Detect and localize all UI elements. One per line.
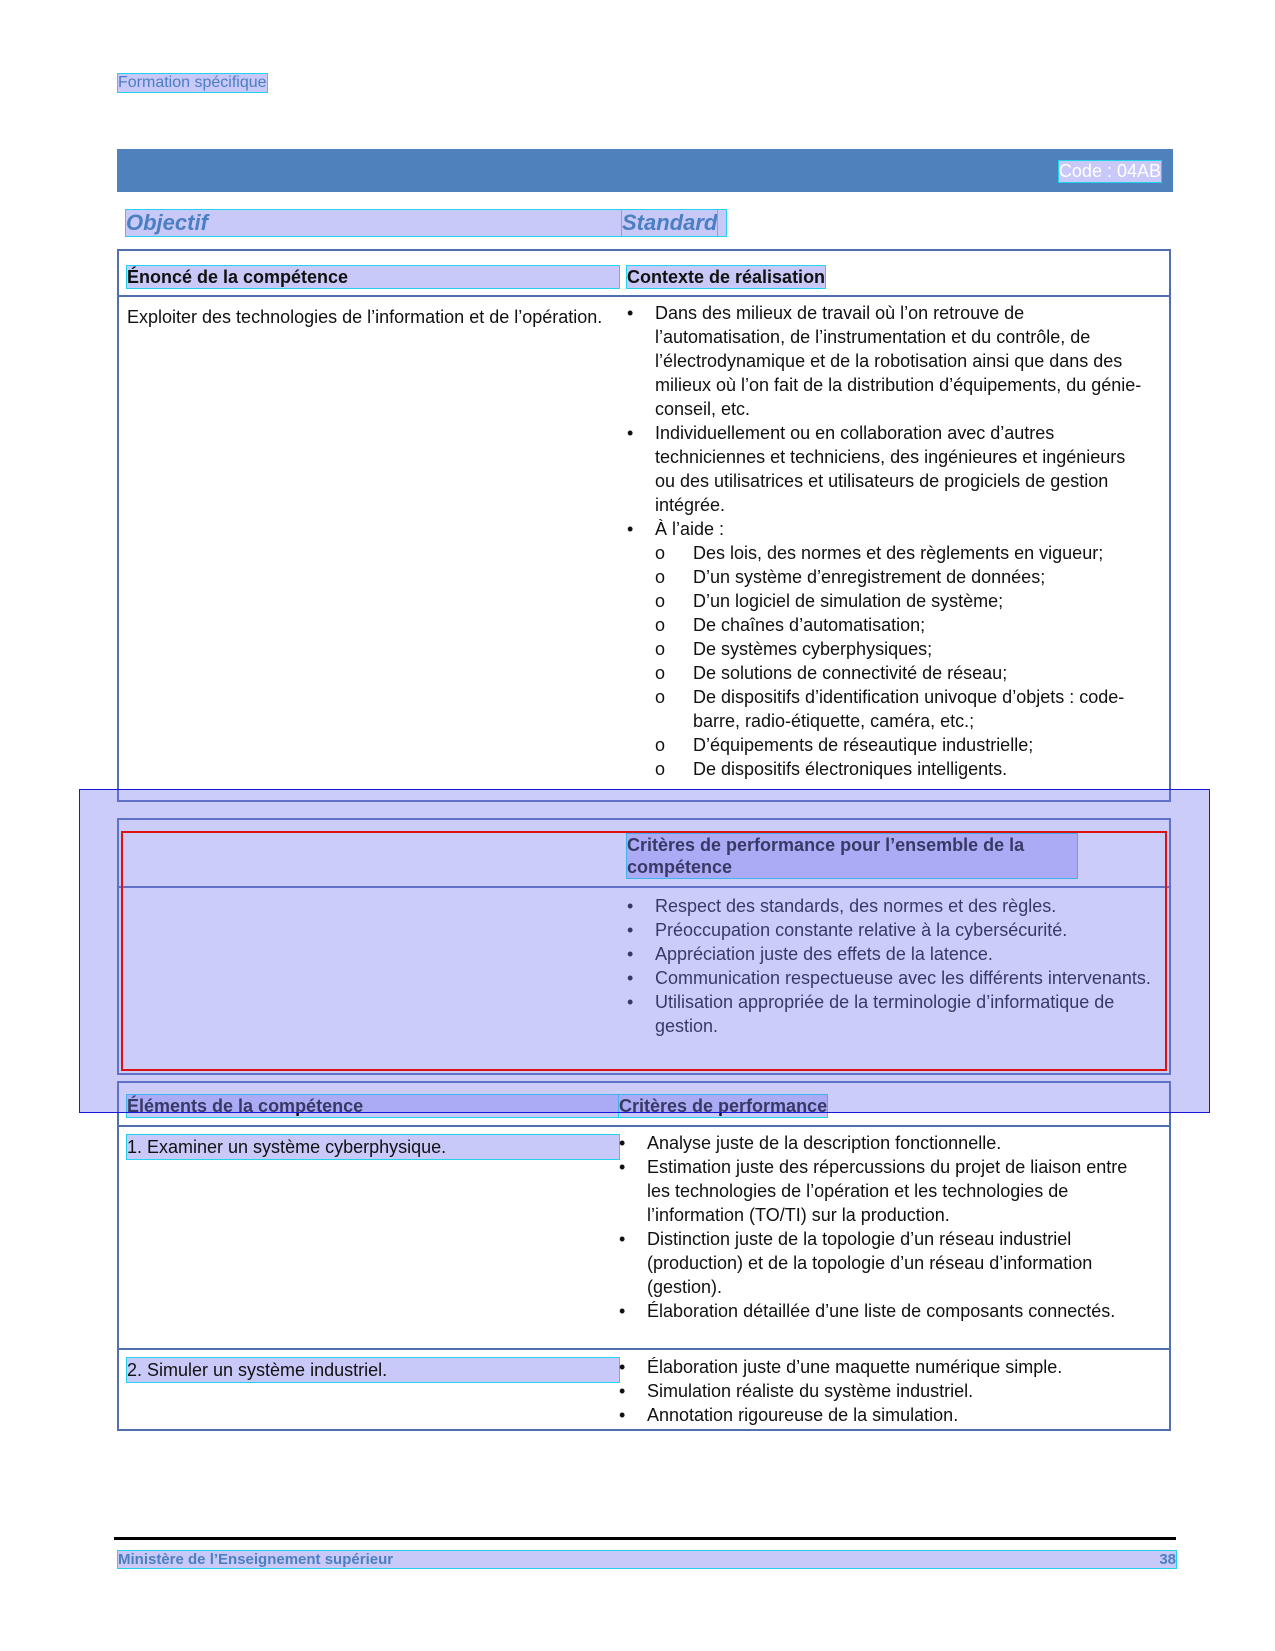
aide-item: o De systèmes cyberphysiques;: [655, 637, 1147, 661]
code-bar: [117, 149, 1173, 192]
context-item: • Individuellement ou en collaboration avec d’autres techniciennes et techniciens, des ingénieures et ingénieurs ou des utilisatrices et utilisateurs de progiciels de gestion intégrée.: [627, 421, 1147, 517]
running-header: Formation spécifique: [118, 74, 267, 91]
context-item: • À l’aide :: [627, 517, 1147, 541]
objectif-title: Objectif: [126, 210, 726, 236]
competency-code: Code : 04AB: [1058, 161, 1161, 181]
element-1-criteria: [619, 1131, 1149, 1323]
criterion: • Annotation rigoureuse de la simulation.: [619, 1403, 1149, 1427]
criterion: • Analyse juste de la description fonctionnelle.: [619, 1131, 1149, 1155]
aide-item: o De solutions de connectivité de réseau;: [655, 661, 1147, 685]
overall-criterion: • Utilisation appropriée de la terminologie d’informatique de gestion.: [627, 990, 1157, 1038]
element-2-criteria: [619, 1355, 1149, 1427]
statement-context-table: [117, 249, 1171, 802]
overall-criteria-title: Critères de performance pour l’ensemble de la compétence: [627, 834, 1077, 878]
context-item: • Dans des milieux de travail où l’on retrouve de l’automatisation, de l’instrumentation et du contrôle, de l’électrodynamique et de la robotisation ainsi que dans des milieux où l’on fait de la distribution d’équipements, du génie-conseil, etc.: [627, 301, 1147, 421]
aide-item: o D’équipements de réseautique industrielle;: [655, 733, 1147, 757]
element-1: 1. Examiner un système cyberphysique.: [127, 1135, 619, 1159]
standard-title: Standard: [622, 210, 718, 235]
criterion: • Élaboration juste d’une maquette numérique simple.: [619, 1355, 1149, 1379]
competency-statement: Exploiter des technologies de l’information et de l’opération.: [127, 307, 603, 327]
page-number: 38: [1159, 1551, 1176, 1568]
aide-item: o De dispositifs d’identification univoque d’objets : code-barre, radio-étiquette, caméra, etc.;: [655, 685, 1147, 733]
aide-item: o D’un logiciel de simulation de système;: [655, 589, 1147, 613]
elements-criteria-table: [117, 1081, 1171, 1431]
context-content: [627, 301, 1147, 781]
selection-highlight-box: [121, 831, 1167, 1071]
overall-criterion: • Communication respectueuse avec les différents intervenants.: [627, 966, 1157, 990]
criterion: • Élaboration détaillée d’une liste de composants connectés.: [619, 1299, 1149, 1323]
statement-title: Énoncé de la compétence: [127, 266, 619, 288]
context-title: Contexte de réalisation: [627, 267, 826, 287]
footer-rule: [114, 1537, 1176, 1540]
overall-criterion: • Préoccupation constante relative à la cybersécurité.: [627, 918, 1157, 942]
overall-criterion: • Appréciation juste des effets de la latence.: [627, 942, 1157, 966]
footer-ministry: Ministère de l’Enseignement supérieur: [118, 1551, 1176, 1568]
aide-item: o Des lois, des normes et des règlements en vigueur;: [655, 541, 1147, 565]
element-2: 2. Simuler un système industriel.: [127, 1358, 619, 1382]
criteria-title: Critères de performance: [619, 1096, 828, 1116]
criterion: • Simulation réaliste du système industriel.: [619, 1379, 1149, 1403]
aide-item: o D’un système d’enregistrement de données;: [655, 565, 1147, 589]
criterion: • Estimation juste des répercussions du projet de liaison entre les technologies de l’opération et les technologies de l’information (TO/TI) sur la production.: [619, 1155, 1149, 1227]
aide-item: o De dispositifs électroniques intelligents.: [655, 757, 1147, 781]
overall-criterion: • Respect des standards, des normes et des règles.: [627, 894, 1157, 918]
elements-title: Éléments de la compétence: [127, 1095, 619, 1117]
aide-item: o De chaînes d’automatisation;: [655, 613, 1147, 637]
criterion: • Distinction juste de la topologie d’un réseau industriel (production) et de la topologie d’un réseau d’information (gestion).: [619, 1227, 1149, 1299]
